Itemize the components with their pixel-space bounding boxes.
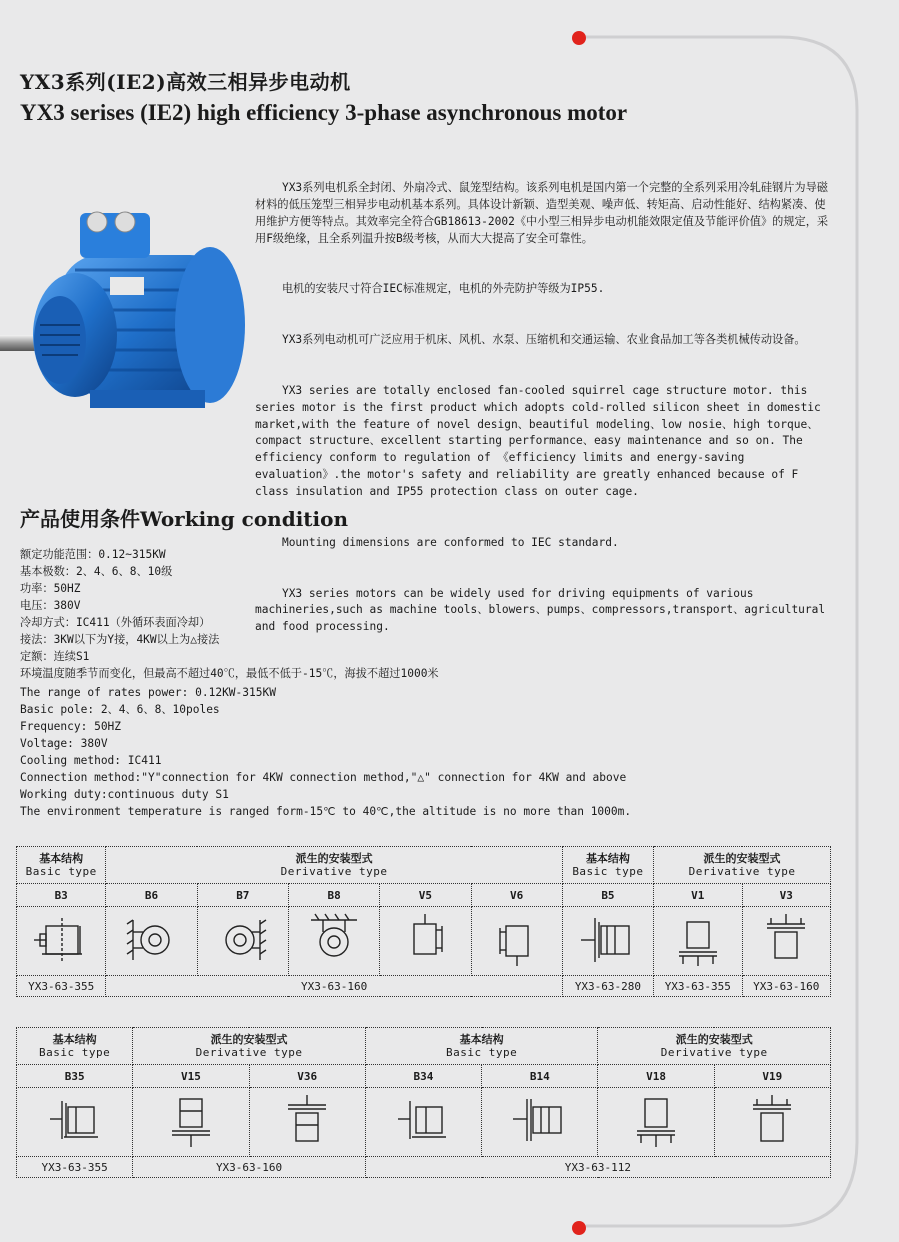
header-basic-type: 基本结构 Basic type [17, 847, 106, 884]
model-range: YX3-63-280 [562, 976, 653, 997]
model-range: YX3-63-160 [742, 976, 830, 997]
mount-code: B34 [365, 1065, 481, 1088]
model-range: YX3-63-160 [133, 1157, 366, 1178]
wall-mount-motor-icon [106, 907, 197, 976]
model-range: YX3-63-160 [106, 976, 562, 997]
condition-line: 基本极数：2、4、6、8、10级 [20, 565, 173, 578]
condition-line: Frequency: 50HZ [20, 720, 122, 733]
header-basic-type: 基本结构 Basic type [365, 1028, 598, 1065]
mount-code: V36 [249, 1065, 365, 1088]
condition-line: The range of rates power: 0.12KW-315KW [20, 686, 276, 699]
mount-code: B7 [197, 884, 288, 907]
condition-line: 额定功能范围：0.12~315KW [20, 548, 166, 561]
model-range: YX3-63-355 [654, 976, 742, 997]
ceiling-mount-motor-icon [288, 907, 379, 976]
intro-paragraph: YX3 series motors can be widely used for driving equipments of various machineries,such as machine tools、blowers、pumps、compressors,transport、agricultural and food processing. [255, 586, 832, 634]
flange-motor-icon [742, 907, 830, 976]
flange-motor-icon [654, 907, 742, 976]
vertical-motor-icon [471, 907, 562, 976]
page-title-en: YX3 serises (IE2) high efficiency 3-phase asynchronous motor [20, 100, 628, 125]
motor-photo [0, 185, 255, 440]
mount-code: B5 [562, 884, 653, 907]
condition-line: 电压：380V [20, 599, 81, 612]
condition-line: Cooling method: IC411 [20, 754, 162, 767]
vertical-motor-icon [249, 1088, 365, 1157]
intro-paragraph: YX3系列电机系全封闭、外扇冷式、鼠笼型结构。该系列电机是国内第一个完整的全系列采用冷轧硅钢片为导磁材料的低压笼型三相异步电动机基本系列。具体设计新颖、造型美观、噪声低、转矩高、启动性能好、结构紧凑、使用维护方便等特点。其效率完全符合GB18613-2002《中小型三相异步电动机能效限定值及节能评价值》的规定，采用F级绝缘，且全系列温升按B级考核，从而大大提高了安全可靠性。 [255, 180, 829, 245]
condition-line: The environment temperature is ranged form-15℃ to 40℃,the altitude is no more than 1000m. [20, 805, 632, 818]
intro-paragraph: 电机的安装尺寸符合IEC标准规定，电机的外壳防护等级为IP55. [255, 282, 605, 296]
flange-motor-icon [562, 907, 653, 976]
section-title: 产品使用条件Working condition [20, 507, 349, 531]
intro-paragraph: YX3系列电动机可广泛应用于机床、风机、水泵、压缩机和交通运输、农业食品加工等各类机械传动设备。 [255, 332, 806, 346]
foot-mount-motor-icon [17, 907, 106, 976]
condition-line: 接法：3KW以下为Y接，4KW以上为△接法 [20, 633, 220, 646]
condition-line: Connection method:"Y"connection for 4KW connection method,"△" connection for 4KW and above [20, 771, 627, 784]
condition-line: Voltage: 380V [20, 737, 108, 750]
red-dot-bottom [572, 1221, 586, 1235]
mount-code: V1 [654, 884, 742, 907]
mount-code: V3 [742, 884, 830, 907]
condition-line: 功率：50HZ [20, 582, 81, 595]
mount-code: B8 [288, 884, 379, 907]
condition-line: 定额：连续S1 [20, 650, 90, 663]
foot-flange-motor-icon [365, 1088, 481, 1157]
header-derivative-type: 派生的安装型式 Derivative type [106, 847, 562, 884]
model-range: YX3-63-112 [365, 1157, 830, 1178]
condition-line: 环境温度随季节而变化，但最高不超过40℃，最低不低于-15℃，海拔不超过1000米 [20, 667, 439, 680]
red-dot-top [572, 31, 586, 45]
header-derivative-type: 派生的安装型式 Derivative type [654, 847, 831, 884]
intro-paragraph: Mounting dimensions are conformed to IEC standard. [255, 535, 619, 549]
header-basic-type: 基本结构 Basic type [17, 1028, 133, 1065]
mount-code: B6 [106, 884, 197, 907]
mount-code: B35 [17, 1065, 133, 1088]
mount-code: V6 [471, 884, 562, 907]
condition-line: Basic pole: 2、4、6、8、10poles [20, 703, 220, 716]
header-derivative-type: 派生的安装型式 Derivative type [133, 1028, 366, 1065]
model-range: YX3-63-355 [17, 976, 106, 997]
mount-code: B14 [482, 1065, 598, 1088]
header-basic-type: 基本结构 Basic type [562, 847, 653, 884]
working-conditions [20, 546, 631, 820]
vertical-motor-icon [133, 1088, 249, 1157]
vertical-flange-motor-icon [598, 1088, 714, 1157]
vertical-flange-motor-icon [714, 1088, 830, 1157]
mount-code: B3 [17, 884, 106, 907]
foot-flange-motor-icon [17, 1088, 133, 1157]
mount-code: V18 [598, 1065, 714, 1088]
condition-line: 冷却方式：IC411（外循环表面冷却） [20, 616, 211, 629]
model-range: YX3-63-355 [17, 1157, 133, 1178]
wall-mount-motor-icon [197, 907, 288, 976]
mount-code: V19 [714, 1065, 830, 1088]
mounting-table-1 [16, 846, 831, 997]
vertical-motor-icon [380, 907, 471, 976]
mount-code: V5 [380, 884, 471, 907]
page-title-cn: YX3系列(IE2)高效三相异步电动机 [20, 70, 351, 94]
flange-motor-icon [482, 1088, 598, 1157]
mount-code: V15 [133, 1065, 249, 1088]
intro-paragraph: YX3 series are totally enclosed fan-cooled squirrel cage structure motor. this series motor is the first product which adopts cold-rolled silicon sheet in domestic market,with the feature of novel design、beautiful modeling、low nosie、high torque、compact structure、excellent starting performance、easy maintenance and so on. The efficiency conform to regulation of 《efficiency limits and energy-saving evaluation》.the motor's safety and reliability are greatly enhanced because of F class insulation and IP55 protection class on outer cage. [255, 383, 828, 499]
header-derivative-type: 派生的安装型式 Derivative type [598, 1028, 831, 1065]
mounting-table-2 [16, 1027, 831, 1178]
condition-line: Working duty:continuous duty S1 [20, 788, 229, 801]
